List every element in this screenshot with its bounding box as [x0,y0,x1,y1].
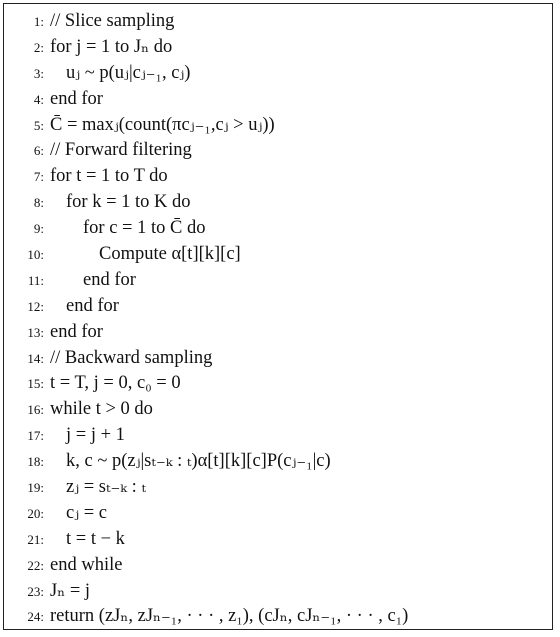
line-text: uⱼ ~ p(uⱼ|cⱼ₋₁, cⱼ) [66,62,191,83]
algorithm-line [18,216,546,242]
line-text: k, c ~ p(zⱼ|sₜ₋ₖ : ₜ)α[t][k][c]P(cⱼ₋₁|c) [66,451,331,472]
line-number: 17: [27,428,44,444]
line-text: // Forward filtering [50,140,192,161]
line-number: 22: [27,557,44,573]
line-number: 15: [27,376,44,392]
line-text: C̄ = maxⱼ(count(πcⱼ₋₁,cⱼ > uⱼ)) [50,114,275,135]
line-text: for k = 1 to K do [66,192,191,213]
algorithm-line [18,346,546,372]
line-number: 21: [27,531,44,547]
line-number: 9: [33,221,44,237]
line-number: 23: [27,583,44,599]
line-number: 11: [27,272,44,288]
algorithm-line [18,268,546,294]
line-number: 5: [33,117,44,133]
algorithm-line [18,527,546,553]
line-text: return (zJₙ, zJₙ₋₁, · · · , z₁), (cJₙ, cJₙ₋₁, · · · , c₁) [50,606,409,627]
line-number: 2: [33,39,44,55]
line-number: 14: [27,350,44,366]
line-text: j = j + 1 [66,425,125,446]
line-number: 1: [33,14,44,29]
algorithm-line [18,320,546,346]
line-text: end while [50,554,123,575]
line-number: 13: [27,324,44,340]
algorithm-line [18,579,546,605]
line-number: 24: [27,609,44,625]
algorithm-line [18,87,546,113]
algorithm-line [18,501,546,527]
algorithm-line [18,553,546,579]
algorithm-line [18,190,546,216]
line-text: while t > 0 do [50,399,153,420]
algorithm-line [18,449,546,475]
line-text: Compute α[t][k][c] [99,244,241,265]
line-number: 4: [33,91,44,107]
line-number: 19: [27,480,44,496]
line-text: t = t − k [66,528,125,549]
algorithm-line [18,113,546,139]
line-text: for j = 1 to Jₙ do [50,36,173,57]
algorithm-line [18,423,546,449]
algorithm-line [18,371,546,397]
algorithm-line [18,35,546,61]
line-text: cⱼ = c [66,502,107,523]
line-number: 3: [33,65,44,81]
line-text: end for [50,88,103,109]
line-text: end for [66,295,119,316]
algorithm-line [18,242,546,268]
line-number: 10: [27,247,44,263]
line-text: Jₙ = j [50,580,91,601]
line-number: 8: [33,195,44,211]
algorithm-line [18,294,546,320]
algorithm-box [3,3,553,630]
line-number: 20: [27,505,44,521]
line-number: 18: [27,454,44,470]
line-text: end for [50,321,103,342]
algorithm-listing [18,9,546,630]
line-text: for t = 1 to T do [50,166,168,187]
line-text: // Backward sampling [50,347,213,368]
algorithm-line [18,164,546,190]
line-text: for c = 1 to C̄ do [83,218,206,239]
line-number: 6: [33,143,44,159]
algorithm-line [18,475,546,501]
line-text: end for [83,269,136,290]
algorithm-line [18,138,546,164]
line-number: 12: [27,298,44,314]
algorithm-line [18,9,546,35]
line-number: 16: [27,402,44,418]
line-number: 7: [33,169,44,185]
algorithm-line [18,604,546,630]
line-text: zⱼ = sₜ₋ₖ : ₜ [66,477,147,498]
line-text: t = T, j = 0, c₀ = 0 [50,373,181,394]
algorithm-line [18,61,546,87]
line-text: // Slice sampling [50,11,175,31]
algorithm-line [18,397,546,423]
